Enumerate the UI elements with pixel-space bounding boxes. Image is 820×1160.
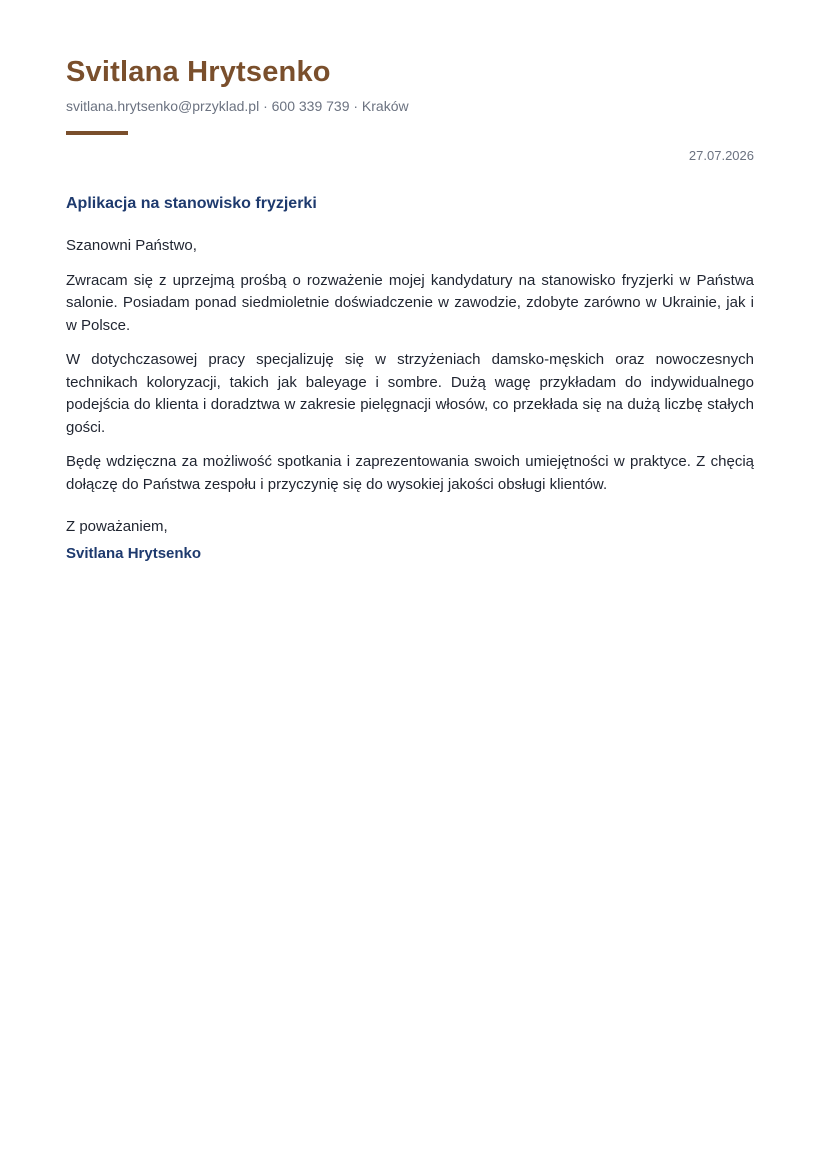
accent-divider <box>66 131 128 135</box>
contact-line: svitlana.hrytsenko@przyklad.pl · 600 339 739 · Kraków <box>66 98 409 114</box>
letter-signature: Svitlana Hrytsenko <box>66 545 202 562</box>
letter-greeting: Szanowni Państwo, <box>66 237 197 254</box>
letter-date: 27.07.2026 <box>688 148 754 163</box>
applicant-name: Svitlana Hrytsenko <box>66 56 331 88</box>
letter-subject: Aplikacja na stanowisko fryzjerki <box>66 195 317 212</box>
letter-paragraph-1: Zwracam się z uprzejmą prośbą o rozważenie mojej kandydatury na stanowisko fryzjerki w Państwa salonie. Posiadam ponad siedmioletnie doświadczenie w zawodzie, zdobyte zarówno w Ukrainie, jak i w Polsce. <box>66 271 754 334</box>
letter-closing: Z poważaniem, <box>66 518 168 535</box>
letter-body <box>66 235 754 508</box>
letter-paragraph-2: W dotychczasowej pracy specjalizuję się w strzyżeniach damsko-męskich oraz nowoczesnych technikach koloryzacji, takich jak baleyage i sombre. Dużą wagę przykładam do indywidualnego podejścia do klienta i doradztwa w zakresie pielęgnacji włosów, co przekłada się na dużą liczbę stałych gości. <box>66 351 754 436</box>
letter-paragraph-3: Będę wdzięczna za możliwość spotkania i zaprezentowania swoich umiejętności w praktyce. Z chęcią dołączę do Państwa zespołu i przyczynię się do wysokiej jakości obsługi klientów. <box>66 453 754 493</box>
